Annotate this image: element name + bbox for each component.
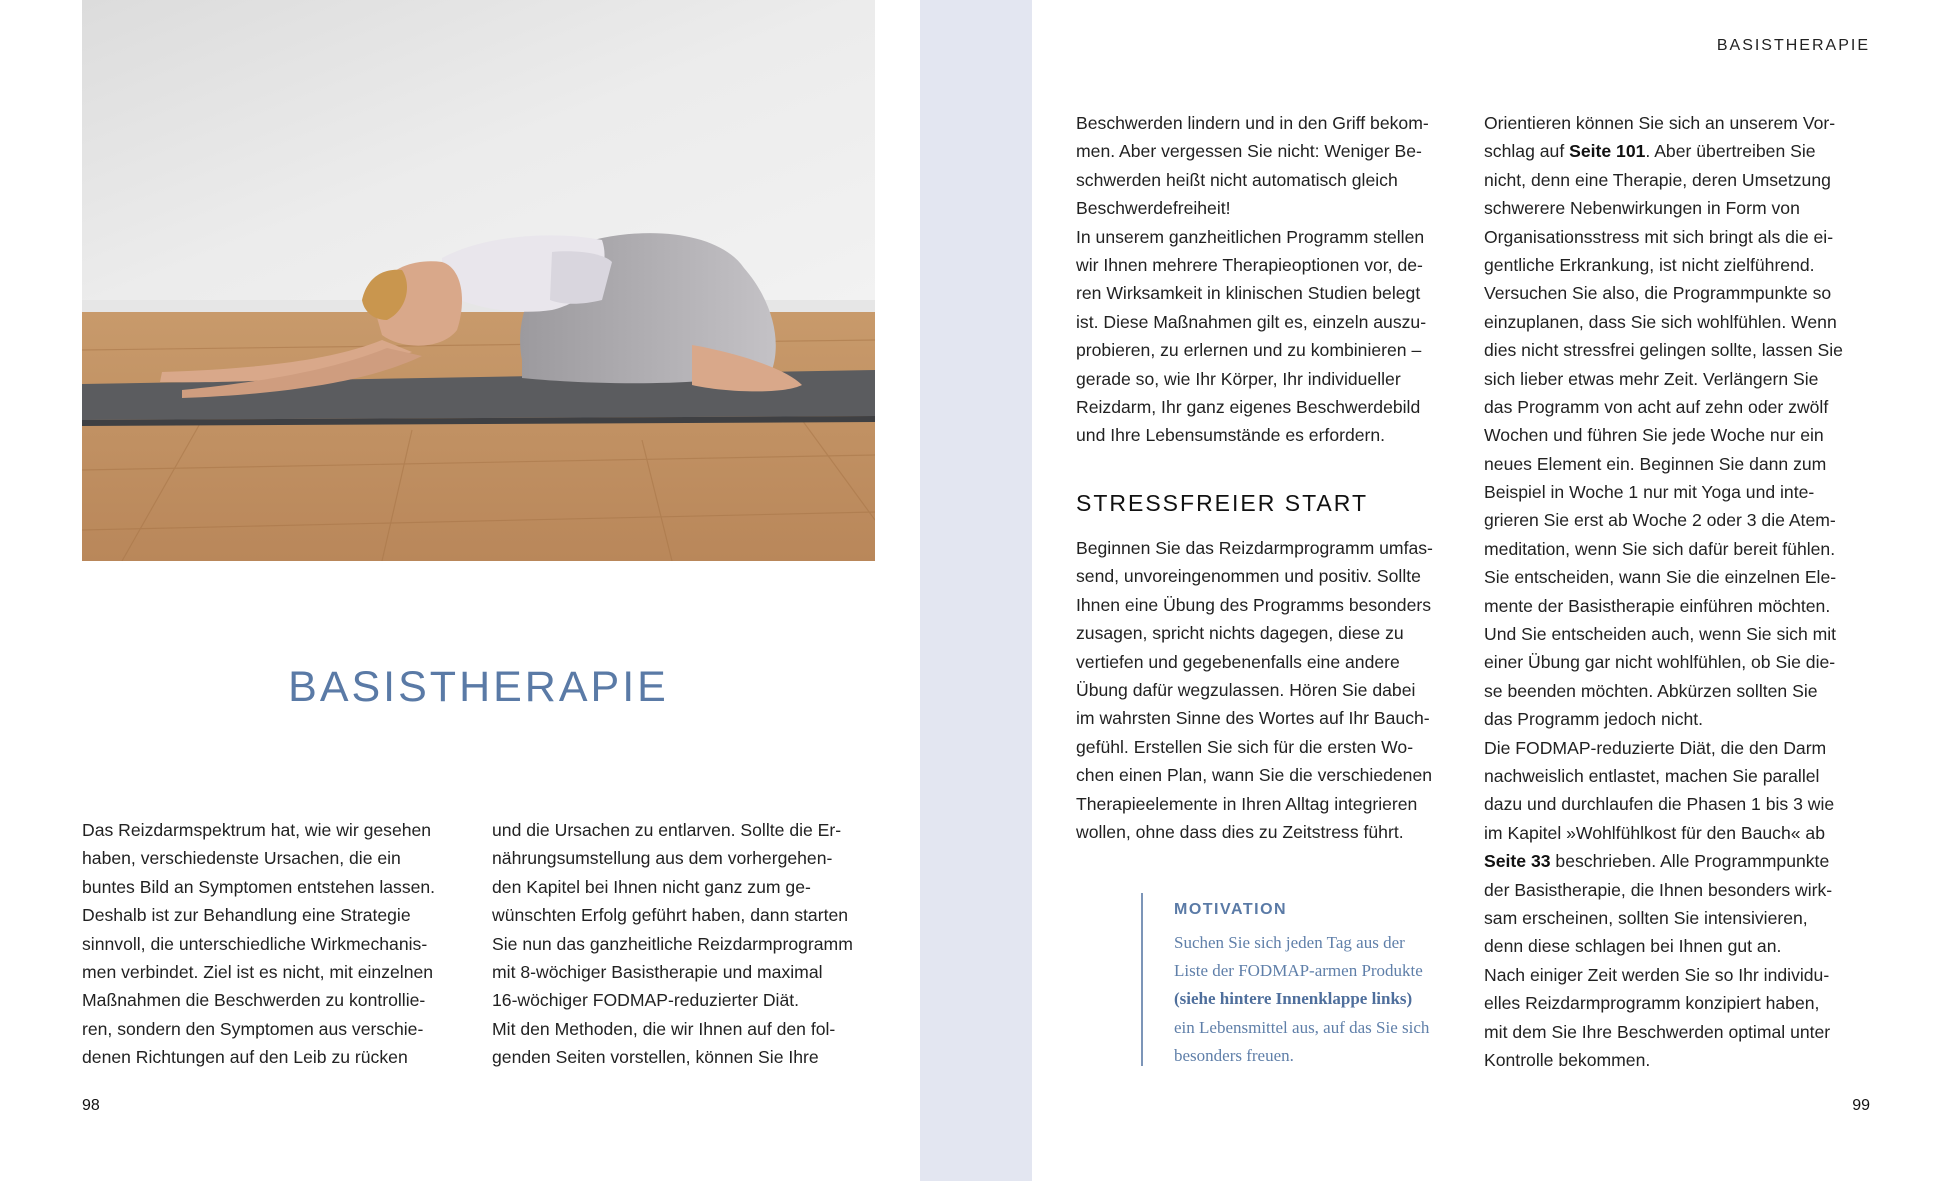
text-line: im Kapitel »Wohlfühlkost für den Bauch« ab bbox=[1484, 822, 1825, 843]
section-heading: STRESSFREIER START bbox=[1076, 490, 1369, 516]
text-line: wir Ihnen mehrere Therapieoptionen vor, de- bbox=[1076, 254, 1423, 275]
text-line: nährungsumstellung aus dem vorhergehen- bbox=[492, 848, 833, 869]
callout-line: ein Lebensmittel aus, auf das Sie sich bbox=[1174, 1017, 1430, 1037]
text-line: Maßnahmen die Beschwerden zu kontrollie- bbox=[82, 990, 426, 1011]
text-line: Reizdarm, Ihr ganz eigenes Beschwerdebild bbox=[1076, 396, 1421, 417]
text-line: dazu und durchlaufen die Phasen 1 bis 3 wie bbox=[1484, 794, 1835, 815]
text-line: denn diese schlagen bei Ihnen gut an. bbox=[1484, 936, 1782, 957]
text-line: nicht, denn eine Therapie, deren Umsetzung bbox=[1484, 169, 1831, 190]
text-line: mit 8-wöchiger Basistherapie und maximal bbox=[492, 961, 823, 982]
text-line: schwerere Nebenwirkungen in Form von bbox=[1484, 198, 1800, 219]
text-segment: . Aber übertreiben Sie bbox=[1645, 141, 1816, 162]
callout-text bbox=[1174, 929, 1429, 1070]
text-line: probieren, zu erlernen und zu kombinieren – bbox=[1076, 340, 1422, 361]
text-line: denen Richtungen auf den Leib zu rücken bbox=[82, 1047, 408, 1068]
text-line: Kontrolle bekommen. bbox=[1484, 1049, 1651, 1070]
text-line: Orientieren können Sie sich an unserem Vor- bbox=[1484, 113, 1836, 133]
text-line: Therapieelemente in Ihren Alltag integrieren bbox=[1076, 793, 1418, 814]
text-line: ist. Diese Maßnahmen gilt es, einzeln auszu- bbox=[1076, 311, 1427, 332]
text-line: Deshalb ist zur Behandlung eine Strategie bbox=[82, 905, 411, 926]
page-reference: Seite 33 bbox=[1484, 851, 1551, 872]
left-page bbox=[0, 0, 920, 1181]
text-line: schwerden heißt nicht automatisch gleich bbox=[1076, 169, 1398, 190]
text-line: Ihnen eine Übung des Programms besonders bbox=[1076, 594, 1432, 615]
text-line: sam erscheinen, sollten Sie intensivieren, bbox=[1484, 907, 1808, 928]
body-column-right-1b bbox=[1076, 534, 1433, 846]
text-line: vertiefen und gegebenenfalls eine andere bbox=[1076, 651, 1400, 672]
text-line: grieren Sie erst ab Woche 2 oder 3 die Atem- bbox=[1484, 510, 1836, 531]
text-segment: schlag auf bbox=[1484, 141, 1570, 162]
running-head: BASISTHERAPIE bbox=[1716, 37, 1870, 54]
text-line: Versuchen Sie also, die Programmpunkte so bbox=[1484, 283, 1832, 304]
page-reference: Seite 101 bbox=[1569, 141, 1646, 162]
motivation-callout bbox=[1141, 893, 1473, 1066]
text-line: Mit den Methoden, die wir Ihnen auf den fol- bbox=[492, 1018, 836, 1039]
text-line: einzuplanen, dass Sie sich wohlfühlen. Wenn bbox=[1484, 311, 1837, 332]
yoga-childs-pose-photo bbox=[82, 0, 875, 561]
text-line: und Ihre Lebensumstände es erfordern. bbox=[1076, 425, 1386, 446]
text-line: Wochen und führen Sie jede Woche nur ein bbox=[1484, 425, 1824, 446]
text-line: mente der Basistherapie einführen möchten. bbox=[1484, 595, 1831, 616]
text-line: das Programm jedoch nicht. bbox=[1484, 709, 1704, 730]
text-line: einer Übung gar nicht wohlfühlen, ob Sie die- bbox=[1484, 652, 1836, 673]
text-line: 16-wöchiger FODMAP-reduzierter Diät. bbox=[492, 990, 800, 1011]
text-line: sich lieber etwas mehr Zeit. Verlängern Sie bbox=[1484, 368, 1819, 389]
text-line: send, unvoreingenommen und positiv. Sollte bbox=[1076, 566, 1421, 587]
text-line: ren Wirksamkeit in klinischen Studien belegt bbox=[1076, 283, 1421, 304]
text-line: wollen, ohne dass dies zu Zeitstress führt. bbox=[1076, 821, 1404, 842]
text-line: Das Reizdarmspektrum hat, wie wir gesehen bbox=[82, 820, 432, 840]
text-line: In unserem ganzheitlichen Programm stellen bbox=[1076, 226, 1425, 247]
text-line: ren, sondern den Symptomen aus verschie- bbox=[82, 1018, 424, 1039]
text-line: se beenden möchten. Abkürzen sollten Sie bbox=[1484, 680, 1818, 701]
text-line: im wahrsten Sinne des Wortes auf Ihr Bauch- bbox=[1076, 708, 1430, 729]
text-line: gefühl. Erstellen Sie sich für die ersten Wo- bbox=[1076, 736, 1414, 757]
text-line: und die Ursachen zu entlarven. Sollte die Er- bbox=[492, 820, 842, 840]
body-column-right-2 bbox=[1484, 109, 1843, 1074]
text-line: zusagen, spricht nichts dagegen, diese zu bbox=[1076, 623, 1404, 644]
text-line: das Programm von acht auf zehn oder zwölf bbox=[1484, 396, 1829, 417]
text-line: buntes Bild an Symptomen entstehen lassen. bbox=[82, 876, 436, 897]
text-line: Sie nun das ganzheitliche Reizdarmprogramm bbox=[492, 933, 853, 954]
page-number-left: 98 bbox=[82, 1097, 100, 1114]
text-line: Übung dafür wegzulassen. Hören Sie dabei bbox=[1076, 679, 1416, 700]
text-line: chen einen Plan, wann Sie die verschiedenen bbox=[1076, 765, 1433, 786]
text-line: Und Sie entscheiden auch, wenn Sie sich mit bbox=[1484, 624, 1837, 645]
text-line: gerade so, wie Ihr Körper, Ihr individueller bbox=[1076, 368, 1401, 389]
text-line: gentliche Erkrankung, ist nicht zielführend. bbox=[1484, 254, 1815, 275]
text-line: Organisationsstress mit sich bringt als die ei- bbox=[1484, 226, 1834, 247]
text-line: genden Seiten vorstellen, können Sie Ihre bbox=[492, 1047, 819, 1068]
body-column-left-1 bbox=[82, 816, 435, 1072]
text-line: Beschwerden lindern und in den Griff bekom- bbox=[1076, 113, 1429, 133]
text-segment: beschrieben. Alle Programmpunkte bbox=[1550, 851, 1830, 872]
callout-line: besonders freuen. bbox=[1174, 1045, 1294, 1065]
callout-title: MOTIVATION bbox=[1174, 901, 1288, 918]
page-number-right: 99 bbox=[1852, 1097, 1870, 1114]
text-line: sinnvoll, die unterschiedliche Wirkmechanis- bbox=[82, 933, 428, 954]
text-line: wünschten Erfolg geführt haben, dann starten bbox=[492, 905, 849, 926]
text-line: den Kapitel bei Ihnen nicht ganz zum ge- bbox=[492, 876, 811, 897]
callout-line-bold: (siehe hintere Innenklappe links) bbox=[1174, 989, 1413, 1009]
text-line: Die FODMAP-reduzierte Diät, die den Darm bbox=[1484, 737, 1827, 758]
body-column-right-1 bbox=[1076, 109, 1429, 450]
callout-line: Liste der FODMAP-armen Produkte bbox=[1174, 961, 1423, 981]
text-line: Beschwerdefreiheit! bbox=[1076, 198, 1231, 219]
page-gutter bbox=[920, 0, 1032, 1181]
body-column-left-2 bbox=[492, 816, 853, 1072]
text-line: der Basistherapie, die Ihnen besonders wirk- bbox=[1484, 879, 1833, 900]
callout-line: Suchen Sie sich jeden Tag aus der bbox=[1174, 933, 1405, 952]
text-line: nachweislich entlastet, machen Sie parallel bbox=[1484, 765, 1820, 786]
text-line: Sie entscheiden, wann Sie die einzelnen Ele- bbox=[1484, 567, 1837, 588]
text-line: meditation, wenn Sie sich dafür bereit fühlen. bbox=[1484, 538, 1836, 559]
text-line: mit dem Sie Ihre Beschwerden optimal unter bbox=[1484, 1021, 1831, 1042]
text-line: neues Element ein. Beginnen Sie dann zum bbox=[1484, 453, 1827, 474]
text-line: elles Reizdarmprogramm konzipiert haben, bbox=[1484, 993, 1820, 1014]
text-line: men. Aber vergessen Sie nicht: Weniger Be- bbox=[1076, 141, 1422, 162]
text-line: Nach einiger Zeit werden Sie so Ihr individu- bbox=[1484, 964, 1830, 985]
text-line: dies nicht stressfrei gelingen sollte, lassen Sie bbox=[1484, 340, 1843, 361]
text-line: haben, verschiedenste Ursachen, die ein bbox=[82, 848, 401, 869]
chapter-title: BASISTHERAPIE bbox=[288, 663, 669, 711]
text-line: Beispiel in Woche 1 nur mit Yoga und inte- bbox=[1484, 482, 1815, 503]
text-line: men verbindet. Ziel ist es nicht, mit einzelnen bbox=[82, 961, 434, 982]
text-line: Beginnen Sie das Reizdarmprogramm umfas- bbox=[1076, 538, 1433, 558]
